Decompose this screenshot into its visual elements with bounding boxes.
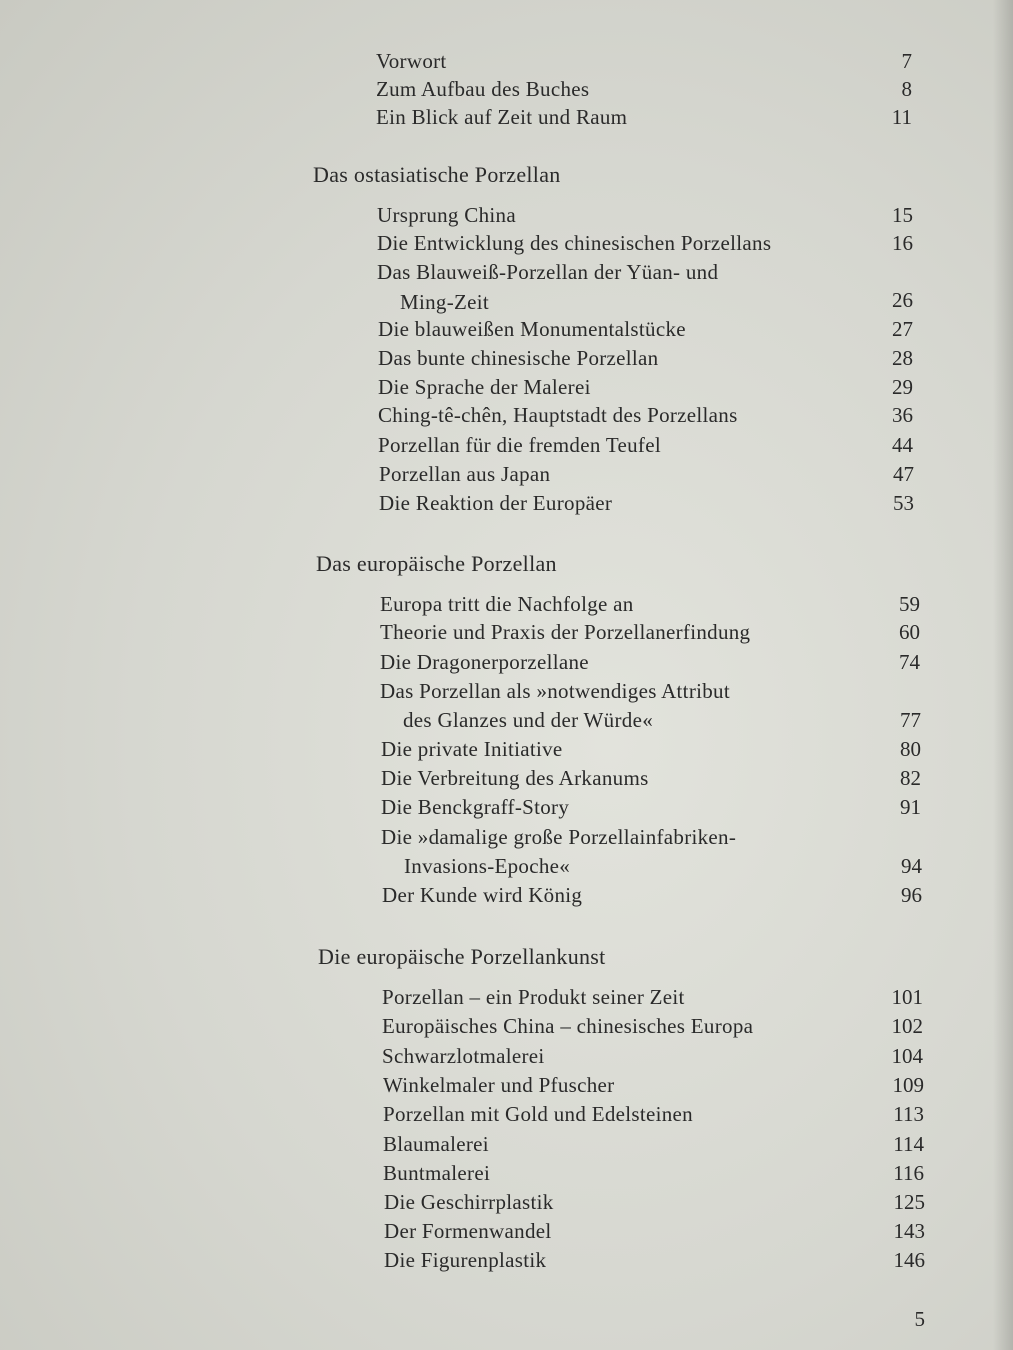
toc-entry-continuation: Invasions-Epoche«: [404, 854, 571, 878]
toc-entry-page: 91: [900, 795, 921, 819]
toc-entry-title: Porzellan aus Japan: [379, 462, 551, 486]
toc-entry-title: Winkelmaler und Pfuscher: [383, 1073, 615, 1097]
toc-entry-title: Die Reaktion der Europäer: [379, 491, 613, 515]
toc-entry-page: 114: [893, 1132, 924, 1156]
toc-entry-title: Das bunte chinesische Porzellan: [378, 346, 659, 370]
toc-entry-title: Europa tritt die Nachfolge an: [380, 592, 634, 616]
toc-entry-page: 11: [891, 105, 912, 129]
toc-entry-title: Schwarzlotmalerei: [382, 1044, 545, 1068]
toc-entry-page: 27: [892, 317, 913, 341]
toc-entry-page: 74: [899, 650, 920, 674]
toc-entry-page: 8: [901, 77, 912, 101]
toc-entry-page: 104: [891, 1044, 923, 1068]
toc-entry-page: 101: [891, 985, 923, 1009]
toc-entry-page: 47: [893, 462, 914, 486]
toc-entry-title: Ein Blick auf Zeit und Raum: [376, 105, 628, 129]
toc-entry-page: 16: [892, 231, 913, 255]
toc-entry-title: Die Benckgraff-Story: [381, 795, 570, 819]
toc-entry-continuation: des Glanzes und der Würde«: [403, 708, 653, 732]
toc-entry-page: 29: [892, 375, 913, 399]
toc-entry-page: 96: [901, 883, 922, 907]
toc-entry-title: Vorwort: [376, 49, 447, 73]
page-number: 5: [914, 1307, 925, 1331]
toc-entry-title: Die Geschirrplastik: [384, 1190, 554, 1214]
toc-entry-title: Ching-tê-chên, Hauptstadt des Porzellans: [378, 403, 738, 427]
toc-entry-page: 28: [892, 346, 913, 370]
toc-entry-page: 60: [899, 620, 920, 644]
toc-entry-title: Buntmalerei: [383, 1161, 491, 1185]
toc-entry-title: Die Dragonerporzellane: [380, 650, 589, 674]
toc-entry-title: Die Sprache der Malerei: [378, 375, 591, 399]
toc-entry-page: 125: [893, 1190, 925, 1214]
toc-entry-page: 143: [893, 1219, 925, 1243]
toc-entry-title: Die blauweißen Monumentalstücke: [378, 317, 686, 341]
toc-entry-title: Zum Aufbau des Buches: [376, 77, 590, 101]
toc-entry-page: 80: [900, 737, 921, 761]
toc-entry-page: 36: [892, 403, 913, 427]
toc-entry-title: Das Porzellan als »notwendiges Attribut: [380, 679, 730, 703]
toc-entry-title: Europäisches China – chinesisches Europa: [382, 1014, 754, 1038]
toc-entry-title: Die Verbreitung des Arkanums: [381, 766, 649, 790]
section-heading: Das ostasiatische Porzellan: [313, 162, 561, 187]
toc-entry-title: Porzellan – ein Produkt seiner Zeit: [382, 985, 685, 1009]
toc-entry-page: 109: [892, 1073, 924, 1097]
toc-entry-page: 116: [893, 1161, 924, 1185]
toc-entry-page: 44: [892, 433, 913, 457]
toc-entry-page: 77: [900, 708, 921, 732]
toc-entry-title: Die Figurenplastik: [384, 1248, 547, 1272]
section-heading: Das europäische Porzellan: [316, 551, 557, 576]
toc-entry-title: Ursprung China: [377, 203, 516, 227]
toc-entry-page: 7: [901, 49, 912, 73]
toc-entry-page: 82: [900, 766, 921, 790]
toc-entry-title: Porzellan für die fremden Teufel: [378, 433, 661, 457]
toc-entry-page: 146: [893, 1248, 925, 1272]
toc-entry-title: Blaumalerei: [383, 1132, 489, 1156]
toc-entry-page: 94: [901, 854, 922, 878]
toc-entry-title: Der Kunde wird König: [382, 883, 583, 907]
toc-entry-title: Die private Initiative: [381, 737, 563, 761]
toc-entry-continuation: Ming-Zeit: [400, 290, 490, 314]
toc-entry-title: Porzellan mit Gold und Edelsteinen: [383, 1102, 693, 1126]
toc-entry-title: Das Blauweiß-Porzellan der Yüan- und: [377, 260, 719, 284]
toc-entry-title: Die »damalige große Porzellainfabriken-: [381, 825, 737, 849]
toc-entry-page: 59: [899, 592, 920, 616]
toc-entry-page: 53: [893, 491, 914, 515]
toc-entry-title: Die Entwicklung des chinesischen Porzellans: [377, 231, 772, 255]
toc-entry-page: 26: [892, 288, 913, 312]
section-heading: Die europäische Porzellankunst: [318, 944, 606, 969]
toc-entry-page: 15: [892, 203, 913, 227]
toc-entry-page: 113: [893, 1102, 924, 1126]
toc-entry-page: 102: [891, 1014, 923, 1038]
toc-entry-title: Theorie und Praxis der Porzellanerfindung: [380, 620, 751, 644]
toc-entry-title: Der Formenwandel: [384, 1219, 552, 1243]
page-edge-shadow: [993, 0, 1013, 1350]
